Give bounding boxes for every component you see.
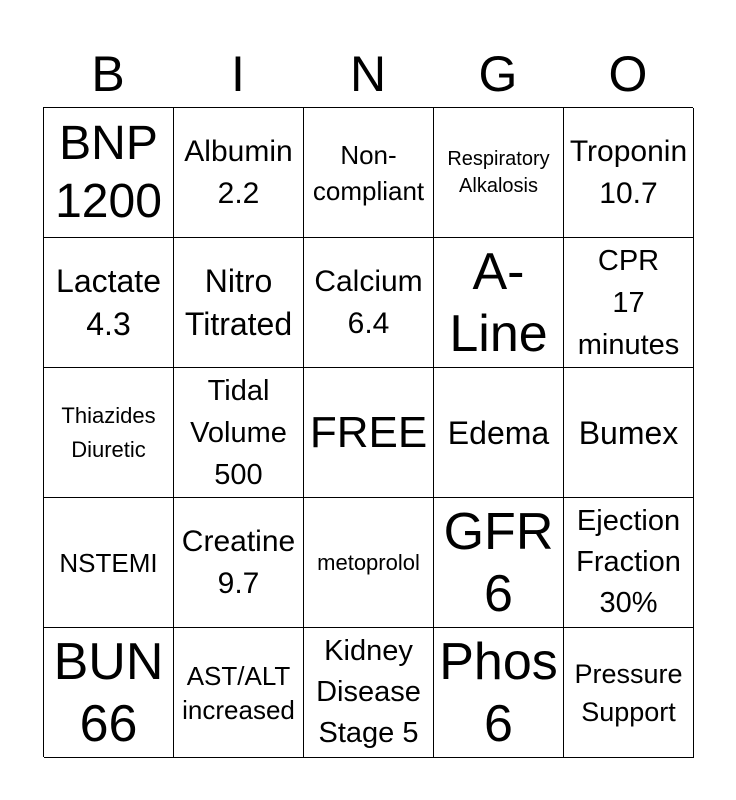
cell-text: compliant (312, 175, 425, 206)
cell-text: Albumin (184, 134, 293, 168)
bingo-cell[interactable] (304, 108, 434, 238)
cell-text: Volume (190, 416, 287, 449)
cell-text: 66 (79, 694, 138, 753)
bingo-grid (43, 107, 693, 757)
bingo-cell[interactable] (434, 498, 564, 628)
cell-text: Creatine (181, 524, 296, 558)
cell-text: AST/ALT (186, 660, 291, 691)
cell-text: Edema (447, 414, 550, 451)
cell-text: CPR (597, 244, 660, 277)
cell-text: Lactate (56, 262, 161, 299)
bingo-cell[interactable] (564, 498, 694, 628)
bingo-cell[interactable] (44, 238, 174, 368)
bingo-cell[interactable] (564, 628, 694, 758)
cell-text: Phos (439, 632, 558, 691)
cell-text: GFR (443, 502, 554, 561)
cell-text: 30% (599, 587, 658, 619)
cell-text: metoprolol (317, 549, 420, 575)
bingo-cell[interactable] (434, 238, 564, 368)
bingo-cell[interactable] (44, 368, 174, 498)
cell-text: 1200 (55, 174, 162, 228)
cell-text: FREE (309, 407, 428, 457)
cell-text: Thiazides (61, 402, 156, 428)
cell-text: Nitro (204, 262, 273, 299)
cell-text: Calcium (314, 264, 423, 298)
header-letter-b: B (91, 46, 125, 102)
cell-text: 6 (484, 564, 513, 623)
bingo-cell[interactable] (174, 238, 304, 368)
cell-text: 4.3 (86, 305, 131, 342)
bingo-cell[interactable] (564, 108, 694, 238)
cell-text: Kidney (324, 635, 413, 667)
cell-text: BUN (53, 632, 164, 691)
cell-text: A- (472, 242, 525, 301)
bingo-cell[interactable] (434, 108, 564, 238)
cell-text: Non- (340, 139, 397, 170)
bingo-cell[interactable] (564, 368, 694, 498)
cell-text: 2.2 (217, 176, 260, 210)
cell-text: 9.7 (217, 566, 260, 600)
cell-text: 500 (214, 458, 263, 491)
cell-text: NSTEMI (59, 547, 158, 578)
cell-text: 6 (484, 694, 513, 753)
cell-text: 6.4 (347, 306, 390, 340)
free-space[interactable] (304, 368, 434, 498)
bingo-cell[interactable] (174, 368, 304, 498)
bingo-cell[interactable] (44, 628, 174, 758)
cell-text: BNP (59, 116, 158, 170)
cell-text: increased (182, 694, 295, 725)
bingo-header (43, 40, 693, 108)
bingo-cell[interactable] (44, 498, 174, 628)
bingo-cell[interactable] (174, 108, 304, 238)
cell-text: Line (449, 304, 548, 363)
cell-text: Fraction (576, 546, 681, 578)
header-letter-o: O (608, 46, 648, 102)
cell-text: minutes (577, 328, 680, 361)
cell-text: Stage 5 (318, 717, 419, 749)
bingo-cell[interactable] (174, 628, 304, 758)
header-letter-n: N (349, 46, 387, 102)
cell-text: Respiratory (447, 147, 550, 170)
cell-text: Bumex (578, 414, 679, 451)
cell-text: Titrated (184, 305, 293, 342)
bingo-cell[interactable] (434, 368, 564, 498)
cell-text: 17 (612, 286, 645, 319)
cell-text: Diuretic (71, 436, 146, 462)
bingo-cell[interactable] (304, 238, 434, 368)
cell-text: Ejection (576, 505, 681, 537)
cell-text: Disease (316, 676, 421, 708)
bingo-cell[interactable] (434, 628, 564, 758)
bingo-cell[interactable] (174, 498, 304, 628)
bingo-cell[interactable] (44, 108, 174, 238)
cell-text: Troponin (569, 134, 688, 168)
bingo-cell[interactable] (304, 498, 434, 628)
bingo-cell[interactable] (564, 238, 694, 368)
bingo-cell[interactable] (304, 628, 434, 758)
cell-text: Pressure (574, 658, 683, 689)
cell-text: Alkalosis (459, 174, 538, 197)
cell-text: 10.7 (599, 176, 658, 210)
cell-text: Support (581, 696, 676, 727)
header-letter-i: I (231, 46, 245, 102)
header-letter-g: G (478, 46, 518, 102)
cell-text: Tidal (207, 374, 270, 407)
